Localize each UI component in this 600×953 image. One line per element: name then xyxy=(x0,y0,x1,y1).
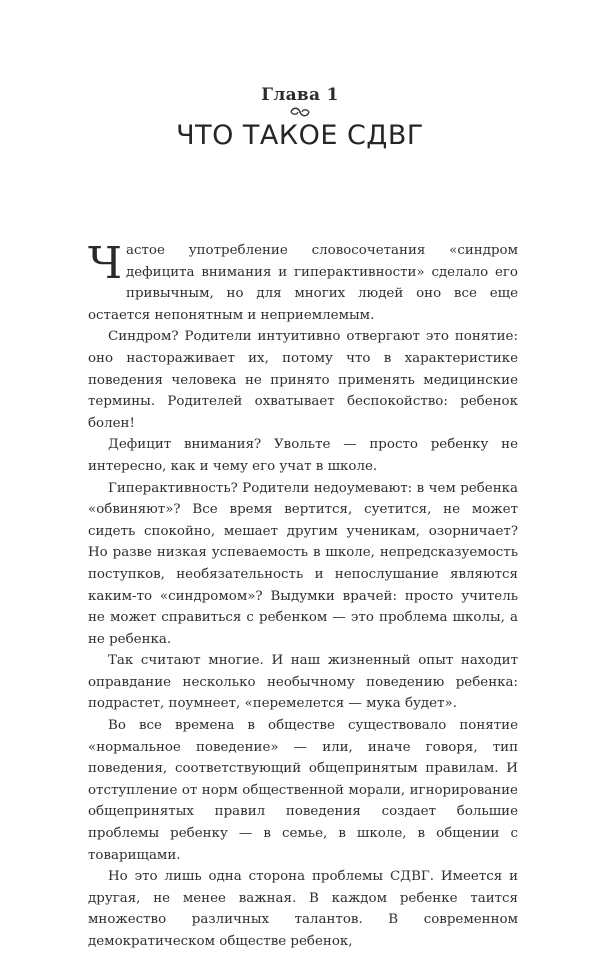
paragraph: Дефицит внимания? Увольте — просто ребенку не интересно, как и чему его учат в школе. xyxy=(88,437,518,474)
paragraph: Во все времена в обществе существовало понятие «нормальное поведение» — или, иначе говоря, тип поведения, соответствующий общепринятым правилам. И отступление от норм общественной морали, игнорирование общепринятых правил поведения создает большие проблемы ребенку — в семье, в школе, в общении с товарищами. xyxy=(88,718,518,863)
chapter-label: Глава 1 xyxy=(261,85,339,105)
paragraph: Синдром? Родители интуитивно отвергают это понятие: оно настораживает их, потому что в характеристике поведения человека не принято применять медицинские термины. Родителей охватывает беспокойство: ребенок болен! xyxy=(88,329,518,431)
paragraph-text: астое употребление словосочетания «синдром дефицита внимания и гиперактивности» сделало его привычным, но для многих людей оно все еще остается непонятным и неприемлемым. xyxy=(88,243,518,323)
chapter-title: ЧТО ТАКОЕ СДВГ xyxy=(176,120,424,151)
paragraph xyxy=(88,240,518,326)
paragraph: Гиперактивность? Родители недоумевают: в чем ребенка «обвиняют»? Все время вертится, суетится, не может сидеть спокойно, мешает другим ученикам, озорничает? Но разве низкая успеваемость в школе, непредсказуемость поступков, необязательность и непослушание являются каким-то «синдромом»? Выдумки врачей: просто учитель не может справиться с ребенком — это проблема школы, а не ребенка. xyxy=(88,480,518,647)
paragraph: Так считают многие. И наш жизненный опыт находит оправдание несколько необычному поведению ребенка: подрастет, поумнеет, «перемелется — мука будет». xyxy=(88,653,518,712)
chapter-body xyxy=(88,240,518,953)
paragraph: Но это лишь одна сторона проблемы СДВГ. Имеется и другая, не менее важная. В каждом ребенке таится множество различных талантов. В современном демократическом обществе ребенок, xyxy=(88,869,518,949)
drop-cap: Ч xyxy=(88,238,123,289)
